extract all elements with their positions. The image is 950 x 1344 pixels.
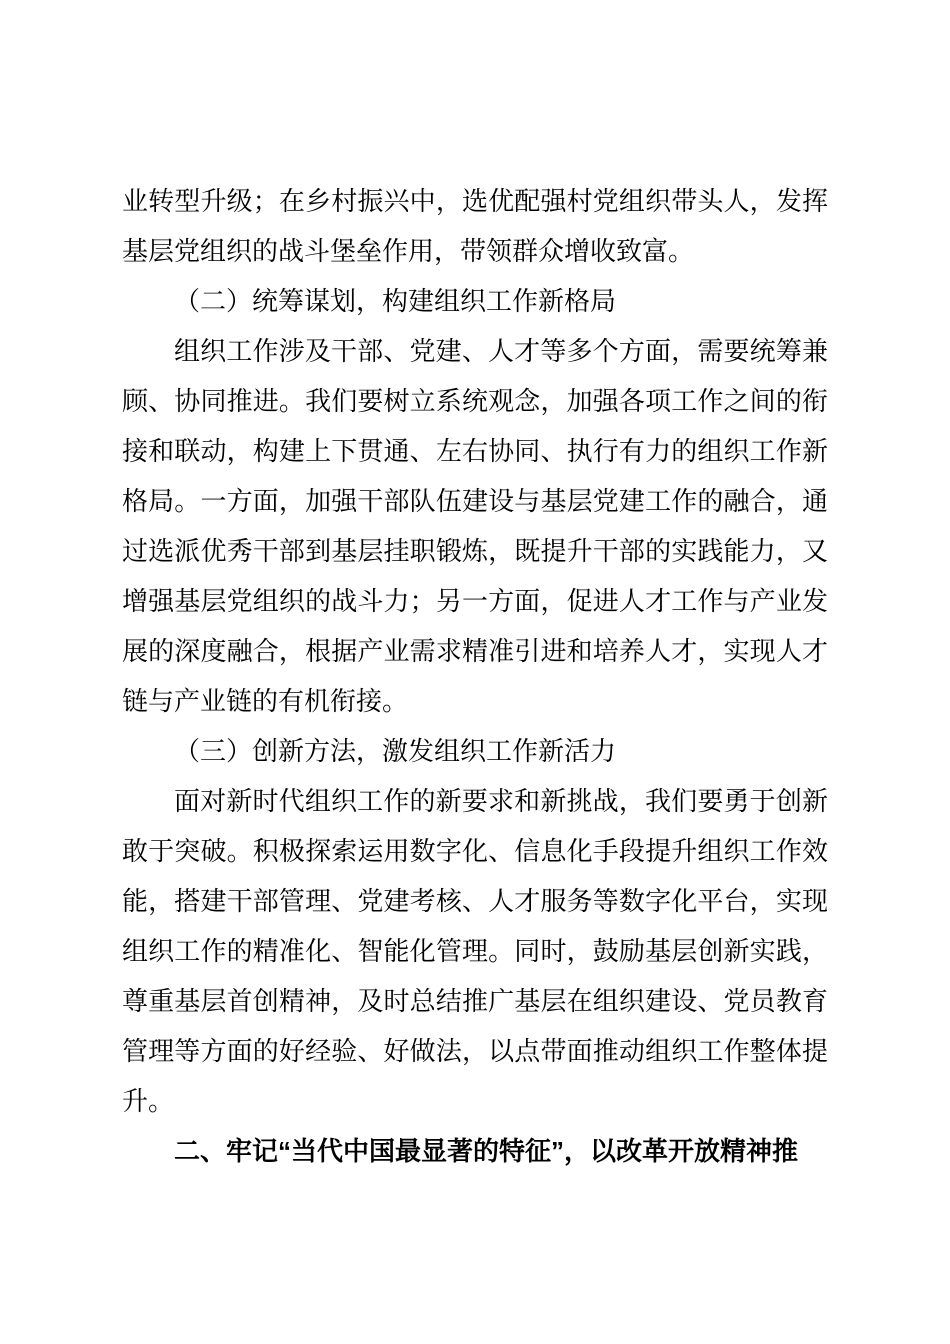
- section-heading-part-2: 二、牢记“当代中国最显著的特征”，以改革开放精神推: [174, 1136, 799, 1166]
- body-paragraph: 面对新时代组织工作的新要求和新挑战，我们要勇于创新敢于突破。积极探索运用数字化、信息化手段提升组织工作效能，搭建干部管理、党建考核、人才服务等数字化平台，实现组织工作的精准化、智能化管理。同时，鼓励基层创新实践，尊重基层首创精神，及时总结推广基层在组织建设、党员教育管理等方面的好经验、好做法，以点带面推动组织工作整体提升。: [122, 786, 828, 1116]
- subsection-heading-3: （三）创新方法，激发组织工作新活力: [174, 736, 617, 766]
- subsection-heading-2: （二）统筹谋划，构建组织工作新格局: [174, 286, 617, 316]
- body-paragraph: 组织工作涉及干部、党建、人才等多个方面，需要统筹兼顾、协同推进。我们要树立系统观念，加强各项工作之间的衔接和联动，构建上下贯通、左右协同、执行有力的组织工作新格局。一方面，加强干部队伍建设与基层党建工作的融合，通过选派优秀干部到基层挂职锻炼，既提升干部的实践能力，又增强基层党组织的战斗力；另一方面，促进人才工作与产业发展的深度融合，根据产业需求精准引进和培养人才，实现人才链与产业链的有机衔接。: [122, 336, 828, 716]
- paragraph-continuation: 业转型升级；在乡村振兴中，选优配强村党组织带头人，发挥基层党组织的战斗堡垒作用，带领群众增收致富。: [122, 186, 828, 266]
